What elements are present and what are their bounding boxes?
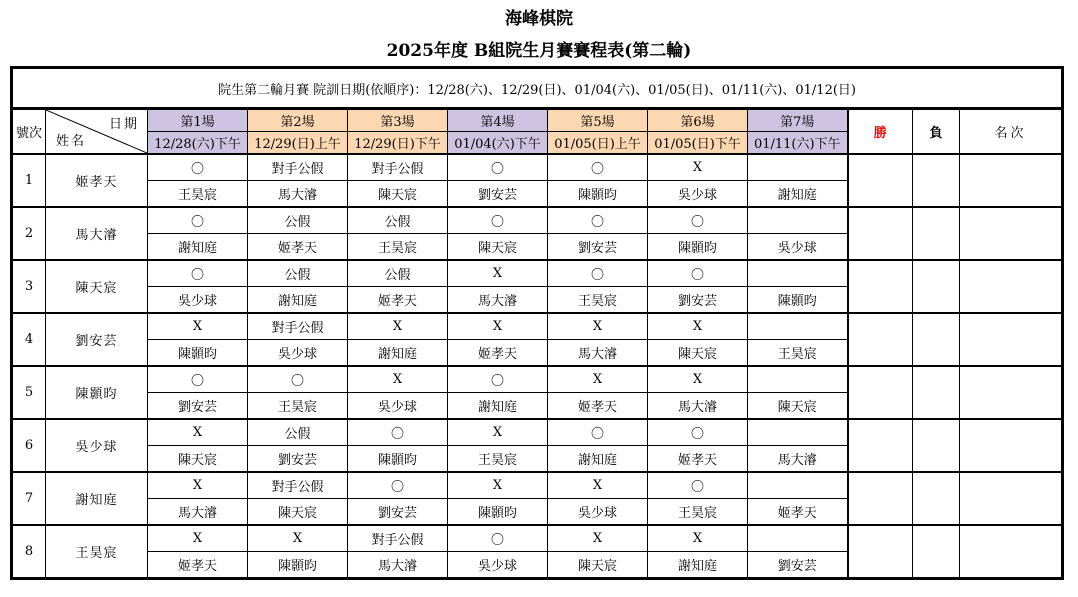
opponent-cell: 陳天宸: [648, 339, 748, 365]
opponent-cell: 姬孝天: [648, 445, 748, 471]
result-cell: 〇: [548, 260, 648, 286]
win-count-cell: [848, 419, 913, 472]
opponent-cell: 王昊宸: [448, 445, 548, 471]
result-cell: 〇: [148, 366, 248, 392]
opponent-cell: 陳天宸: [348, 180, 448, 206]
win-count-cell: [848, 313, 913, 366]
result-cell: X: [448, 313, 548, 339]
result-cell: 對手公假: [348, 154, 448, 180]
result-cell: [748, 472, 848, 498]
rank-cell: [960, 472, 1063, 525]
result-cell: [748, 313, 848, 339]
result-cell: 〇: [648, 207, 748, 233]
player-row-results: [12, 419, 1063, 445]
header-round-4: 第4場: [448, 109, 548, 132]
opponent-cell: 劉安芸: [548, 233, 648, 259]
player-number: 3: [12, 260, 46, 313]
win-count-cell: [848, 525, 913, 579]
player-number: 6: [12, 419, 46, 472]
result-cell: [748, 419, 848, 445]
opponent-cell: 陳天宸: [148, 445, 248, 471]
opponent-cell: 吳少球: [348, 392, 448, 418]
player-number: 7: [12, 472, 46, 525]
result-cell: 〇: [448, 207, 548, 233]
player-row-results: [12, 472, 1063, 498]
header-round-date-6: 01/05(日)下午: [648, 132, 748, 155]
training-dates-info: 院生第二輪月賽 院訓日期(依順序)：12/28(六)、12/29(日)、01/04(六)、01/05(日)、01/11(六)、01/12(日): [12, 68, 1063, 109]
opponent-cell: 馬大濬: [148, 498, 248, 524]
result-cell: 公假: [348, 260, 448, 286]
result-cell: 〇: [548, 154, 648, 180]
opponent-cell: 陳顥昀: [148, 339, 248, 365]
opponent-cell: 王昊宸: [148, 180, 248, 206]
player-row-results: [12, 154, 1063, 180]
result-cell: 〇: [148, 207, 248, 233]
lose-count-cell: [913, 260, 960, 313]
header-round-date-3: 12/29(日)下午: [348, 132, 448, 155]
opponent-cell: 陳天宸: [248, 498, 348, 524]
header-round-5: 第5場: [548, 109, 648, 132]
opponent-cell: 姬孝天: [748, 498, 848, 524]
result-cell: X: [448, 260, 548, 286]
result-cell: X: [148, 313, 248, 339]
schedule-table: [10, 66, 1064, 580]
result-cell: X: [548, 525, 648, 551]
player-number: 1: [12, 154, 46, 207]
result-cell: 〇: [448, 154, 548, 180]
player-number: 8: [12, 525, 46, 579]
player-number: 5: [12, 366, 46, 419]
opponent-cell: 劉安芸: [448, 180, 548, 206]
lose-count-cell: [913, 207, 960, 260]
header-round-2: 第2場: [248, 109, 348, 132]
opponent-cell: 吳少球: [148, 286, 248, 312]
opponent-cell: 吳少球: [548, 498, 648, 524]
result-cell: X: [348, 366, 448, 392]
result-cell: 公假: [248, 207, 348, 233]
win-count-cell: [848, 207, 913, 260]
win-count-cell: [848, 366, 913, 419]
opponent-cell: 劉安芸: [148, 392, 248, 418]
result-cell: 〇: [648, 419, 748, 445]
result-cell: 〇: [548, 419, 648, 445]
result-cell: X: [548, 472, 648, 498]
lose-count-cell: [913, 472, 960, 525]
result-cell: X: [548, 313, 648, 339]
opponent-cell: 陳天宸: [748, 392, 848, 418]
opponent-cell: 劉安芸: [248, 445, 348, 471]
header-round-3: 第3場: [348, 109, 448, 132]
player-row-results: [12, 313, 1063, 339]
opponent-cell: 謝知庭: [448, 392, 548, 418]
result-cell: [748, 366, 848, 392]
result-cell: 〇: [348, 419, 448, 445]
result-cell: X: [648, 366, 748, 392]
header-round-1: 第1場: [148, 109, 248, 132]
opponent-cell: 姬孝天: [248, 233, 348, 259]
rank-cell: [960, 366, 1063, 419]
opponent-cell: 吳少球: [248, 339, 348, 365]
opponent-cell: 王昊宸: [748, 339, 848, 365]
opponent-cell: 謝知庭: [148, 233, 248, 259]
header-win: 勝: [848, 109, 913, 155]
result-cell: 〇: [448, 366, 548, 392]
result-cell: 對手公假: [248, 313, 348, 339]
result-cell: 公假: [248, 260, 348, 286]
header-round-date-7: 01/11(六)下午: [748, 132, 848, 155]
header-round-6: 第6場: [648, 109, 748, 132]
header-number: 號次: [12, 109, 46, 155]
opponent-cell: 謝知庭: [648, 551, 748, 578]
opponent-cell: 吳少球: [448, 551, 548, 578]
result-cell: X: [348, 313, 448, 339]
player-number: 4: [12, 313, 46, 366]
win-count-cell: [848, 260, 913, 313]
player-name: 陳天宸: [46, 260, 148, 313]
opponent-cell: 謝知庭: [348, 339, 448, 365]
result-cell: 〇: [648, 472, 748, 498]
player-name: 陳顥昀: [46, 366, 148, 419]
opponent-cell: 王昊宸: [648, 498, 748, 524]
header-round-date-2: 12/29(日)上午: [248, 132, 348, 155]
opponent-cell: 陳天宸: [548, 551, 648, 578]
lose-count-cell: [913, 419, 960, 472]
header-round-date-1: 12/28(六)下午: [148, 132, 248, 155]
result-cell: 對手公假: [348, 525, 448, 551]
player-row-results: [12, 366, 1063, 392]
opponent-cell: 吳少球: [748, 233, 848, 259]
opponent-cell: 姬孝天: [148, 551, 248, 578]
result-cell: [748, 207, 848, 233]
opponent-cell: 王昊宸: [348, 233, 448, 259]
info-row: [12, 68, 1063, 109]
lose-count-cell: [913, 525, 960, 579]
document-title: 海峰棋院: [505, 9, 573, 29]
result-cell: 〇: [248, 366, 348, 392]
document-subtitle: 2025年度 B組院生月賽賽程表(第二輪): [386, 41, 692, 61]
opponent-cell: 馬大濬: [248, 180, 348, 206]
opponent-cell: 王昊宸: [248, 392, 348, 418]
player-name: 吳少球: [46, 419, 148, 472]
header-date-name-corner: [46, 109, 148, 155]
opponent-cell: 劉安芸: [748, 551, 848, 578]
opponent-cell: 陳顥昀: [548, 180, 648, 206]
player-name: 馬大濬: [46, 207, 148, 260]
opponent-cell: 陳天宸: [448, 233, 548, 259]
result-cell: X: [248, 525, 348, 551]
header-rank: 名次: [960, 109, 1063, 155]
result-cell: X: [548, 366, 648, 392]
rank-cell: [960, 419, 1063, 472]
rank-cell: [960, 154, 1063, 207]
win-count-cell: [848, 154, 913, 207]
rank-cell: [960, 525, 1063, 579]
result-cell: X: [648, 154, 748, 180]
result-cell: [748, 154, 848, 180]
result-cell: X: [148, 525, 248, 551]
result-cell: 對手公假: [248, 472, 348, 498]
result-cell: 〇: [148, 154, 248, 180]
opponent-cell: 劉安芸: [648, 286, 748, 312]
result-cell: 公假: [348, 207, 448, 233]
result-cell: 對手公假: [248, 154, 348, 180]
result-cell: 〇: [348, 472, 448, 498]
player-name: 謝知庭: [46, 472, 148, 525]
opponent-cell: 劉安芸: [348, 498, 448, 524]
result-cell: X: [648, 313, 748, 339]
opponent-cell: 陳顥昀: [748, 286, 848, 312]
player-row-results: [12, 207, 1063, 233]
result-cell: 〇: [548, 207, 648, 233]
lose-count-cell: [913, 154, 960, 207]
result-cell: [748, 260, 848, 286]
rank-cell: [960, 207, 1063, 260]
player-row-results: [12, 525, 1063, 551]
lose-count-cell: [913, 366, 960, 419]
opponent-cell: 陳顥昀: [348, 445, 448, 471]
opponent-cell: 姬孝天: [448, 339, 548, 365]
opponent-cell: 謝知庭: [548, 445, 648, 471]
header-round-date-4: 01/04(六)下午: [448, 132, 548, 155]
opponent-cell: 姬孝天: [348, 286, 448, 312]
player-name: 劉安芸: [46, 313, 148, 366]
win-count-cell: [848, 472, 913, 525]
opponent-cell: 馬大濬: [548, 339, 648, 365]
result-cell: 公假: [248, 419, 348, 445]
header-lose: 負: [913, 109, 960, 155]
player-number: 2: [12, 207, 46, 260]
header-round-date-5: 01/05(日)上午: [548, 132, 648, 155]
result-cell: X: [148, 472, 248, 498]
result-cell: 〇: [148, 260, 248, 286]
opponent-cell: 謝知庭: [248, 286, 348, 312]
header-row-rounds: [12, 109, 1063, 132]
opponent-cell: 陳顥昀: [648, 233, 748, 259]
result-cell: 〇: [448, 525, 548, 551]
opponent-cell: 王昊宸: [548, 286, 648, 312]
player-name: 姬孝天: [46, 154, 148, 207]
opponent-cell: 馬大濬: [348, 551, 448, 578]
opponent-cell: 馬大濬: [448, 286, 548, 312]
opponent-cell: 陳顥昀: [448, 498, 548, 524]
lose-count-cell: [913, 313, 960, 366]
result-cell: X: [648, 525, 748, 551]
opponent-cell: 謝知庭: [748, 180, 848, 206]
player-name: 王昊宸: [46, 525, 148, 579]
header-date-label: 日期: [108, 117, 139, 132]
opponent-cell: 吳少球: [648, 180, 748, 206]
opponent-cell: 馬大濬: [648, 392, 748, 418]
result-cell: [748, 525, 848, 551]
result-cell: X: [148, 419, 248, 445]
result-cell: 〇: [648, 260, 748, 286]
result-cell: X: [448, 419, 548, 445]
opponent-cell: 陳顥昀: [248, 551, 348, 578]
opponent-cell: 馬大濬: [748, 445, 848, 471]
rank-cell: [960, 313, 1063, 366]
header-name-label: 姓名: [56, 134, 87, 149]
result-cell: X: [448, 472, 548, 498]
header-round-7: 第7場: [748, 109, 848, 132]
rank-cell: [960, 260, 1063, 313]
player-row-results: [12, 260, 1063, 286]
opponent-cell: 姬孝天: [548, 392, 648, 418]
